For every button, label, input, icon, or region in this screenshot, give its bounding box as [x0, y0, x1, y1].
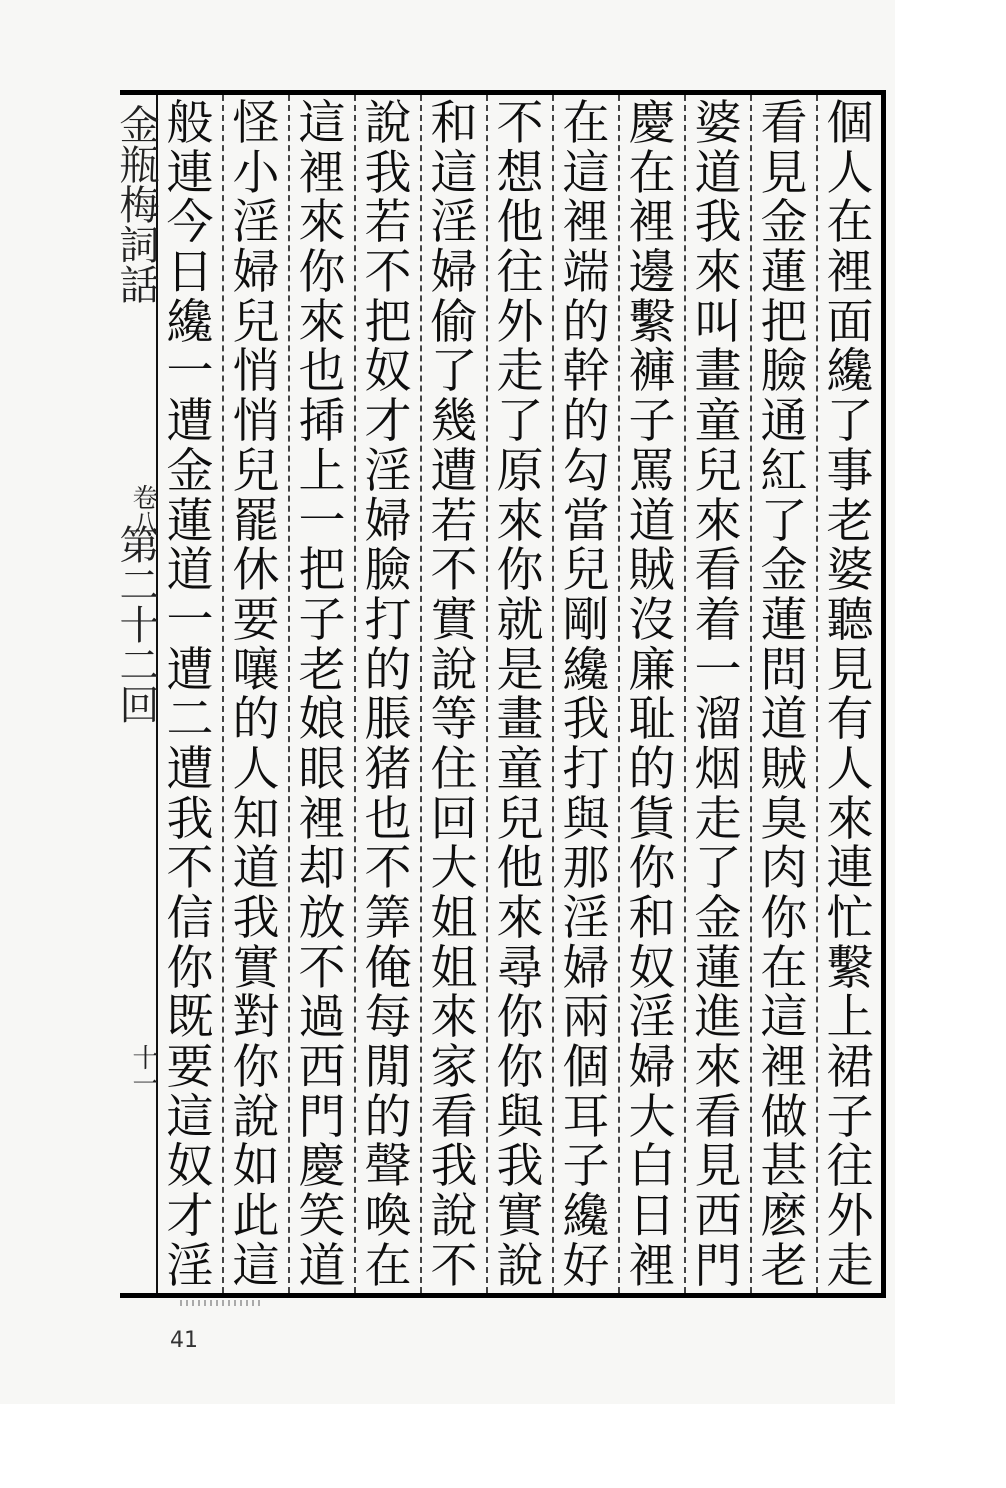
glyph: 來 [694, 245, 742, 301]
folio-number: 41 [170, 1328, 198, 1353]
glyph: 裡 [298, 145, 346, 201]
glyph: 來 [826, 791, 874, 847]
glyph: 進 [694, 990, 742, 1046]
glyph: 婦 [562, 940, 610, 996]
text-column [294, 96, 350, 1294]
glyph: 若 [364, 195, 412, 251]
glyph: 慶 [298, 1139, 346, 1195]
glyph: 對 [232, 990, 280, 1046]
glyph: 也 [298, 344, 346, 400]
glyph: 我 [496, 1139, 544, 1195]
glyph: 往 [496, 245, 544, 301]
glyph: 耻 [628, 692, 676, 748]
glyph: 却 [298, 841, 346, 897]
glyph: 纔 [562, 1189, 610, 1245]
glyph: 個 [562, 1040, 610, 1096]
glyph: 淫 [364, 443, 412, 499]
text-column [756, 96, 812, 1294]
glyph: 麽 [760, 1189, 808, 1245]
glyph: 這 [232, 1238, 280, 1294]
glyph: 過 [298, 990, 346, 1046]
glyph: 是 [496, 642, 544, 698]
glyph: 與 [496, 1089, 544, 1145]
glyph: 看 [430, 1089, 478, 1145]
glyph: 的 [364, 642, 412, 698]
glyph: 子 [562, 1139, 610, 1195]
column-rule [288, 95, 290, 1293]
glyph: 臉 [760, 344, 808, 400]
glyph: 住 [430, 741, 478, 797]
glyph: 溜 [694, 692, 742, 748]
glyph: 貨 [628, 791, 676, 847]
column-rule [222, 95, 224, 1293]
text-column [360, 96, 416, 1294]
glyph: 個 [826, 96, 874, 151]
glyph: 把 [760, 294, 808, 350]
glyph: 邊 [628, 245, 676, 301]
glyph: 想 [496, 145, 544, 201]
glyph: 婆 [826, 543, 874, 599]
text-column [822, 96, 878, 1294]
glyph: 不 [166, 841, 214, 897]
glyph: 休 [232, 543, 280, 599]
glyph: 日 [628, 1189, 676, 1245]
glyph: 要 [232, 592, 280, 648]
glyph: 這 [430, 145, 478, 201]
column-rule [684, 95, 686, 1293]
glyph: 老 [760, 1238, 808, 1294]
glyph: 奴 [364, 344, 412, 400]
glyph: 面 [826, 294, 874, 350]
glyph: 沒 [628, 592, 676, 648]
glyph: 金 [694, 891, 742, 946]
glyph: 婦 [364, 493, 412, 549]
glyph: 繫 [628, 294, 676, 350]
glyph: 說 [364, 96, 412, 151]
glyph: 問 [760, 642, 808, 698]
margin-leaf: 十一 [128, 1044, 158, 1096]
glyph: 道 [760, 692, 808, 748]
margin-volume: 卷八 [128, 484, 158, 536]
glyph: 繫 [826, 940, 874, 996]
glyph: 眼 [298, 741, 346, 797]
glyph: 在 [826, 195, 874, 251]
glyph: 子 [298, 592, 346, 648]
glyph: 實 [496, 1189, 544, 1245]
glyph: 他 [496, 195, 544, 251]
glyph: 看 [760, 96, 808, 151]
glyph: 打 [562, 741, 610, 797]
glyph: 和 [628, 891, 676, 946]
glyph: 走 [694, 791, 742, 847]
glyph: 不 [364, 245, 412, 301]
glyph: 子 [628, 394, 676, 450]
glyph: 甚 [760, 1139, 808, 1195]
glyph: 這 [562, 145, 610, 201]
glyph: 把 [364, 294, 412, 350]
glyph: 來 [298, 195, 346, 251]
glyph: 道 [694, 145, 742, 201]
glyph: 兒 [232, 294, 280, 350]
glyph: 裡 [298, 791, 346, 847]
glyph: 金 [760, 543, 808, 599]
margin-column [113, 104, 159, 1284]
glyph: 你 [166, 940, 214, 996]
glyph: 般 [166, 96, 214, 151]
glyph: 道 [166, 543, 214, 599]
glyph: 好 [562, 1238, 610, 1294]
glyph: 裡 [562, 195, 610, 251]
column-rule [816, 95, 818, 1293]
glyph: 的 [364, 1089, 412, 1145]
glyph: 纔 [166, 294, 214, 350]
glyph: 回 [430, 791, 478, 847]
glyph: 兒 [694, 443, 742, 499]
glyph: 說 [232, 1089, 280, 1145]
column-rule [750, 95, 752, 1293]
glyph: 淫 [628, 990, 676, 1046]
glyph: 蓮 [760, 592, 808, 648]
glyph: 你 [496, 990, 544, 1046]
glyph: 通 [760, 394, 808, 450]
glyph: 在 [628, 145, 676, 201]
glyph: 信 [166, 891, 214, 946]
glyph: 淫 [430, 195, 478, 251]
glyph: 一 [298, 493, 346, 549]
glyph: 人 [826, 145, 874, 201]
glyph: 把 [298, 543, 346, 599]
glyph: 不 [364, 841, 412, 897]
glyph: 的 [562, 294, 610, 350]
glyph: 每 [364, 990, 412, 1046]
glyph: 子 [826, 1089, 874, 1145]
glyph: 閒 [364, 1040, 412, 1096]
text-column [426, 96, 482, 1294]
glyph: 來 [496, 891, 544, 946]
glyph: 遭 [166, 642, 214, 698]
glyph: 來 [298, 294, 346, 350]
glyph: 遭 [166, 394, 214, 450]
glyph: 這 [166, 1089, 214, 1145]
glyph: 賊 [628, 543, 676, 599]
glyph: 人 [232, 741, 280, 797]
glyph: 纔 [562, 642, 610, 698]
glyph: 淫 [232, 195, 280, 251]
glyph: 奴 [166, 1139, 214, 1195]
glyph: 裡 [760, 1040, 808, 1096]
glyph: 二 [166, 692, 214, 748]
glyph: 人 [826, 741, 874, 797]
glyph: 我 [430, 1139, 478, 1195]
glyph: 我 [694, 195, 742, 251]
glyph: 遭 [166, 741, 214, 797]
glyph: 烟 [694, 741, 742, 797]
glyph: 剛 [562, 592, 610, 648]
glyph: 童 [694, 394, 742, 450]
glyph: 罷 [232, 493, 280, 549]
glyph: 打 [364, 592, 412, 648]
glyph: 姐 [430, 940, 478, 996]
glyph: 看 [694, 543, 742, 599]
glyph: 裡 [628, 1238, 676, 1294]
glyph: 幹 [562, 344, 610, 400]
glyph: 淫 [166, 1238, 214, 1294]
glyph: 大 [430, 841, 478, 897]
glyph: 娘 [298, 692, 346, 748]
glyph: 在 [364, 1238, 412, 1294]
glyph: 一 [166, 592, 214, 648]
text-column [558, 96, 614, 1294]
margin-title: 金瓶梅詞話 [113, 104, 159, 304]
glyph: 肉 [760, 841, 808, 897]
glyph: 往 [826, 1139, 874, 1195]
column-rule [420, 95, 422, 1293]
glyph: 說 [430, 1189, 478, 1245]
glyph: 了 [496, 394, 544, 450]
glyph: 見 [826, 642, 874, 698]
glyph: 他 [496, 841, 544, 897]
glyph: 我 [166, 791, 214, 847]
glyph: 不 [298, 940, 346, 996]
glyph: 老 [826, 493, 874, 549]
glyph: 猪 [364, 741, 412, 797]
glyph: 走 [826, 1238, 874, 1294]
glyph: 你 [496, 1040, 544, 1096]
glyph: 了 [430, 344, 478, 400]
glyph: 畫 [496, 692, 544, 748]
glyph: 才 [166, 1189, 214, 1245]
column-rule [486, 95, 488, 1293]
ink-smudge [180, 1300, 260, 1306]
glyph: 說 [496, 1238, 544, 1294]
glyph: 悄 [232, 344, 280, 400]
glyph: 耳 [562, 1089, 610, 1145]
glyph: 這 [298, 96, 346, 151]
glyph: 說 [430, 642, 478, 698]
glyph: 有 [826, 692, 874, 748]
glyph: 笑 [298, 1189, 346, 1245]
glyph: 才 [364, 394, 412, 450]
glyph: 來 [694, 1040, 742, 1096]
glyph: 聲 [364, 1139, 412, 1195]
glyph: 道 [232, 841, 280, 897]
glyph: 罵 [628, 443, 676, 499]
glyph: 上 [298, 443, 346, 499]
glyph: 放 [298, 891, 346, 946]
glyph: 奴 [628, 940, 676, 996]
glyph: 淫 [562, 891, 610, 946]
glyph: 了 [826, 394, 874, 450]
glyph: 忙 [826, 891, 874, 946]
glyph: 婆 [694, 96, 742, 151]
text-column [624, 96, 680, 1294]
glyph: 門 [694, 1238, 742, 1294]
glyph: 今 [166, 195, 214, 251]
glyph: 姐 [430, 891, 478, 946]
glyph: 一 [694, 642, 742, 698]
glyph: 喚 [364, 1189, 412, 1245]
glyph: 慶 [628, 96, 676, 151]
glyph: 在 [562, 96, 610, 151]
glyph: 婦 [232, 245, 280, 301]
glyph: 的 [232, 692, 280, 748]
glyph: 金 [760, 195, 808, 251]
column-rule [354, 95, 356, 1293]
glyph: 臉 [364, 543, 412, 599]
glyph: 連 [826, 841, 874, 897]
glyph: 與 [562, 791, 610, 847]
glyph: 等 [430, 692, 478, 748]
glyph: 要 [166, 1040, 214, 1096]
glyph: 的 [628, 741, 676, 797]
glyph: 日 [166, 245, 214, 301]
glyph: 實 [430, 592, 478, 648]
glyph: 蓮 [760, 245, 808, 301]
glyph: 你 [298, 245, 346, 301]
glyph: 我 [562, 692, 610, 748]
glyph: 實 [232, 940, 280, 996]
glyph: 西 [298, 1040, 346, 1096]
glyph: 蓮 [694, 940, 742, 996]
glyph: 和 [430, 96, 478, 151]
glyph: 這 [760, 990, 808, 1046]
glyph: 就 [496, 592, 544, 648]
glyph: 怪 [232, 96, 280, 151]
glyph: 做 [760, 1089, 808, 1145]
glyph: 你 [628, 841, 676, 897]
glyph: 若 [430, 493, 478, 549]
glyph: 如 [232, 1139, 280, 1195]
glyph: 脹 [364, 692, 412, 748]
glyph: 不 [496, 96, 544, 151]
glyph: 此 [232, 1189, 280, 1245]
glyph: 兒 [496, 791, 544, 847]
glyph: 兒 [562, 543, 610, 599]
glyph: 來 [496, 493, 544, 549]
glyph: 外 [496, 294, 544, 350]
glyph: 筭 [364, 891, 412, 946]
glyph: 童 [496, 741, 544, 797]
glyph: 連 [166, 145, 214, 201]
glyph: 裙 [826, 1040, 874, 1096]
glyph: 揷 [298, 394, 346, 450]
glyph: 知 [232, 791, 280, 847]
glyph: 事 [826, 443, 874, 499]
margin-chapter: 第二十二回 [113, 524, 159, 724]
glyph: 了 [694, 841, 742, 897]
glyph: 既 [166, 990, 214, 1046]
glyph: 婦 [628, 1040, 676, 1096]
glyph: 小 [232, 145, 280, 201]
glyph: 來 [694, 493, 742, 549]
glyph: 尋 [496, 940, 544, 996]
glyph: 金 [166, 443, 214, 499]
glyph: 來 [430, 990, 478, 1046]
glyph: 兒 [232, 443, 280, 499]
glyph: 上 [826, 990, 874, 1046]
glyph: 了 [760, 493, 808, 549]
glyph: 家 [430, 1040, 478, 1096]
glyph: 西 [694, 1189, 742, 1245]
glyph: 看 [694, 1089, 742, 1145]
glyph: 的 [562, 394, 610, 450]
glyph: 我 [364, 145, 412, 201]
glyph: 嚷 [232, 642, 280, 698]
text-column [162, 96, 218, 1294]
glyph: 見 [760, 145, 808, 201]
glyph: 老 [298, 642, 346, 698]
glyph: 一 [166, 344, 214, 400]
glyph: 我 [232, 891, 280, 946]
glyph: 你 [232, 1040, 280, 1096]
glyph: 俺 [364, 940, 412, 996]
text-column [228, 96, 284, 1294]
glyph: 道 [628, 493, 676, 549]
glyph: 你 [496, 543, 544, 599]
glyph: 遭 [430, 443, 478, 499]
glyph: 原 [496, 443, 544, 499]
glyph: 婦 [430, 245, 478, 301]
glyph: 不 [430, 543, 478, 599]
glyph: 見 [694, 1139, 742, 1195]
glyph: 悄 [232, 394, 280, 450]
glyph: 勾 [562, 443, 610, 499]
column-rule [552, 95, 554, 1293]
glyph: 幾 [430, 394, 478, 450]
glyph: 也 [364, 791, 412, 847]
glyph: 在 [760, 940, 808, 996]
glyph: 纔 [826, 344, 874, 400]
glyph: 白 [628, 1139, 676, 1195]
glyph: 不 [430, 1238, 478, 1294]
glyph: 畫 [694, 344, 742, 400]
text-column [690, 96, 746, 1294]
glyph: 端 [562, 245, 610, 301]
glyph: 裡 [826, 245, 874, 301]
glyph: 蓮 [166, 493, 214, 549]
glyph: 裡 [628, 195, 676, 251]
glyph: 着 [694, 592, 742, 648]
glyph: 偷 [430, 294, 478, 350]
glyph: 門 [298, 1089, 346, 1145]
glyph: 褲 [628, 344, 676, 400]
glyph: 廉 [628, 642, 676, 698]
text-column [492, 96, 548, 1294]
glyph: 外 [826, 1189, 874, 1245]
glyph: 走 [496, 344, 544, 400]
glyph: 你 [760, 891, 808, 946]
glyph: 臭 [760, 791, 808, 847]
glyph: 大 [628, 1089, 676, 1145]
glyph: 叫 [694, 294, 742, 350]
glyph: 道 [298, 1238, 346, 1294]
glyph: 當 [562, 493, 610, 549]
glyph: 賊 [760, 741, 808, 797]
glyph: 那 [562, 841, 610, 897]
glyph: 聽 [826, 592, 874, 648]
glyph: 紅 [760, 443, 808, 499]
glyph: 兩 [562, 990, 610, 1046]
column-rule [618, 95, 620, 1293]
